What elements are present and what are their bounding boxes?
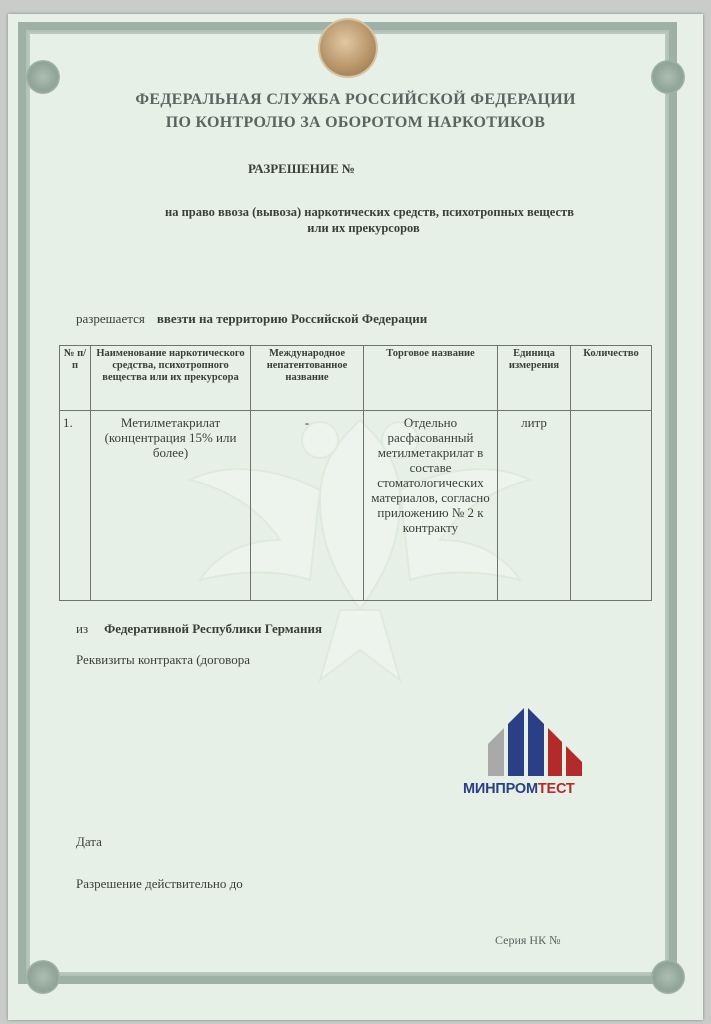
cell-quantity — [571, 411, 652, 601]
goods-table — [59, 345, 652, 601]
logo-text-part1: МИНПРОМ — [463, 781, 538, 797]
column-header-substance-name: Наименование наркотического средства, психотропного вещества или их прекурсора — [91, 346, 251, 411]
document-title: РАЗРЕШЕНИЕ № — [248, 161, 355, 176]
corner-rosette-icon — [651, 960, 685, 994]
column-header-trade-name: Торговое название — [364, 346, 498, 411]
validity-label: Разрешение действительно до — [76, 876, 243, 891]
corner-rosette-icon — [26, 60, 60, 94]
origin-row — [76, 621, 322, 637]
logo-text-part2: ТЕСТ — [537, 781, 575, 797]
agency-name-line2: ПО КОНТРОЛЮ ЗА ОБОРОТОМ НАРКОТИКОВ — [165, 114, 546, 131]
cell-substance-name: Метилметакрилат (концентрация 15% или более) — [91, 411, 251, 601]
document-subtitle-line1: на право ввоза (вывоза) наркотических средств, психотропных веществ — [165, 205, 574, 219]
emblem-seal-icon — [320, 20, 376, 76]
table-header-row — [60, 346, 652, 411]
origin-country: Федеративной Республики Германия — [104, 621, 323, 636]
corner-rosette-icon — [26, 960, 60, 994]
series-label: Серия НК № — [495, 933, 561, 947]
document-subtitle-line2: или их прекурсоров — [307, 221, 420, 235]
column-header-number: № п/п — [60, 346, 91, 411]
date-label: Дата — [76, 834, 102, 849]
table-row — [60, 411, 652, 601]
agency-name-line1: ФЕДЕРАЛЬНАЯ СЛУЖБА РОССИЙСКОЙ ФЕДЕРАЦИИ — [135, 91, 576, 108]
permit-label: разрешается — [76, 311, 145, 326]
column-header-quantity: Количество — [571, 346, 652, 411]
cell-trade-name: Отдельно расфасованный метилметакрилат в составе стоматологических материалов, согласно приложению № 2 к контракту — [364, 411, 498, 601]
cell-number: 1. — [60, 411, 91, 601]
column-header-unit: Единица измерения — [498, 346, 571, 411]
logo-text — [463, 781, 575, 797]
corner-rosette-icon — [651, 60, 685, 94]
origin-label: из — [76, 621, 89, 636]
column-header-inn: Международное непатентованное название — [251, 346, 364, 411]
permit-statement — [76, 311, 427, 327]
cell-inn: - — [251, 411, 364, 601]
permit-action: ввезти на территорию Российской Федерации — [156, 311, 428, 326]
contract-details-label: Реквизиты контракта (договора — [76, 652, 250, 667]
cell-unit: литр — [498, 411, 571, 601]
